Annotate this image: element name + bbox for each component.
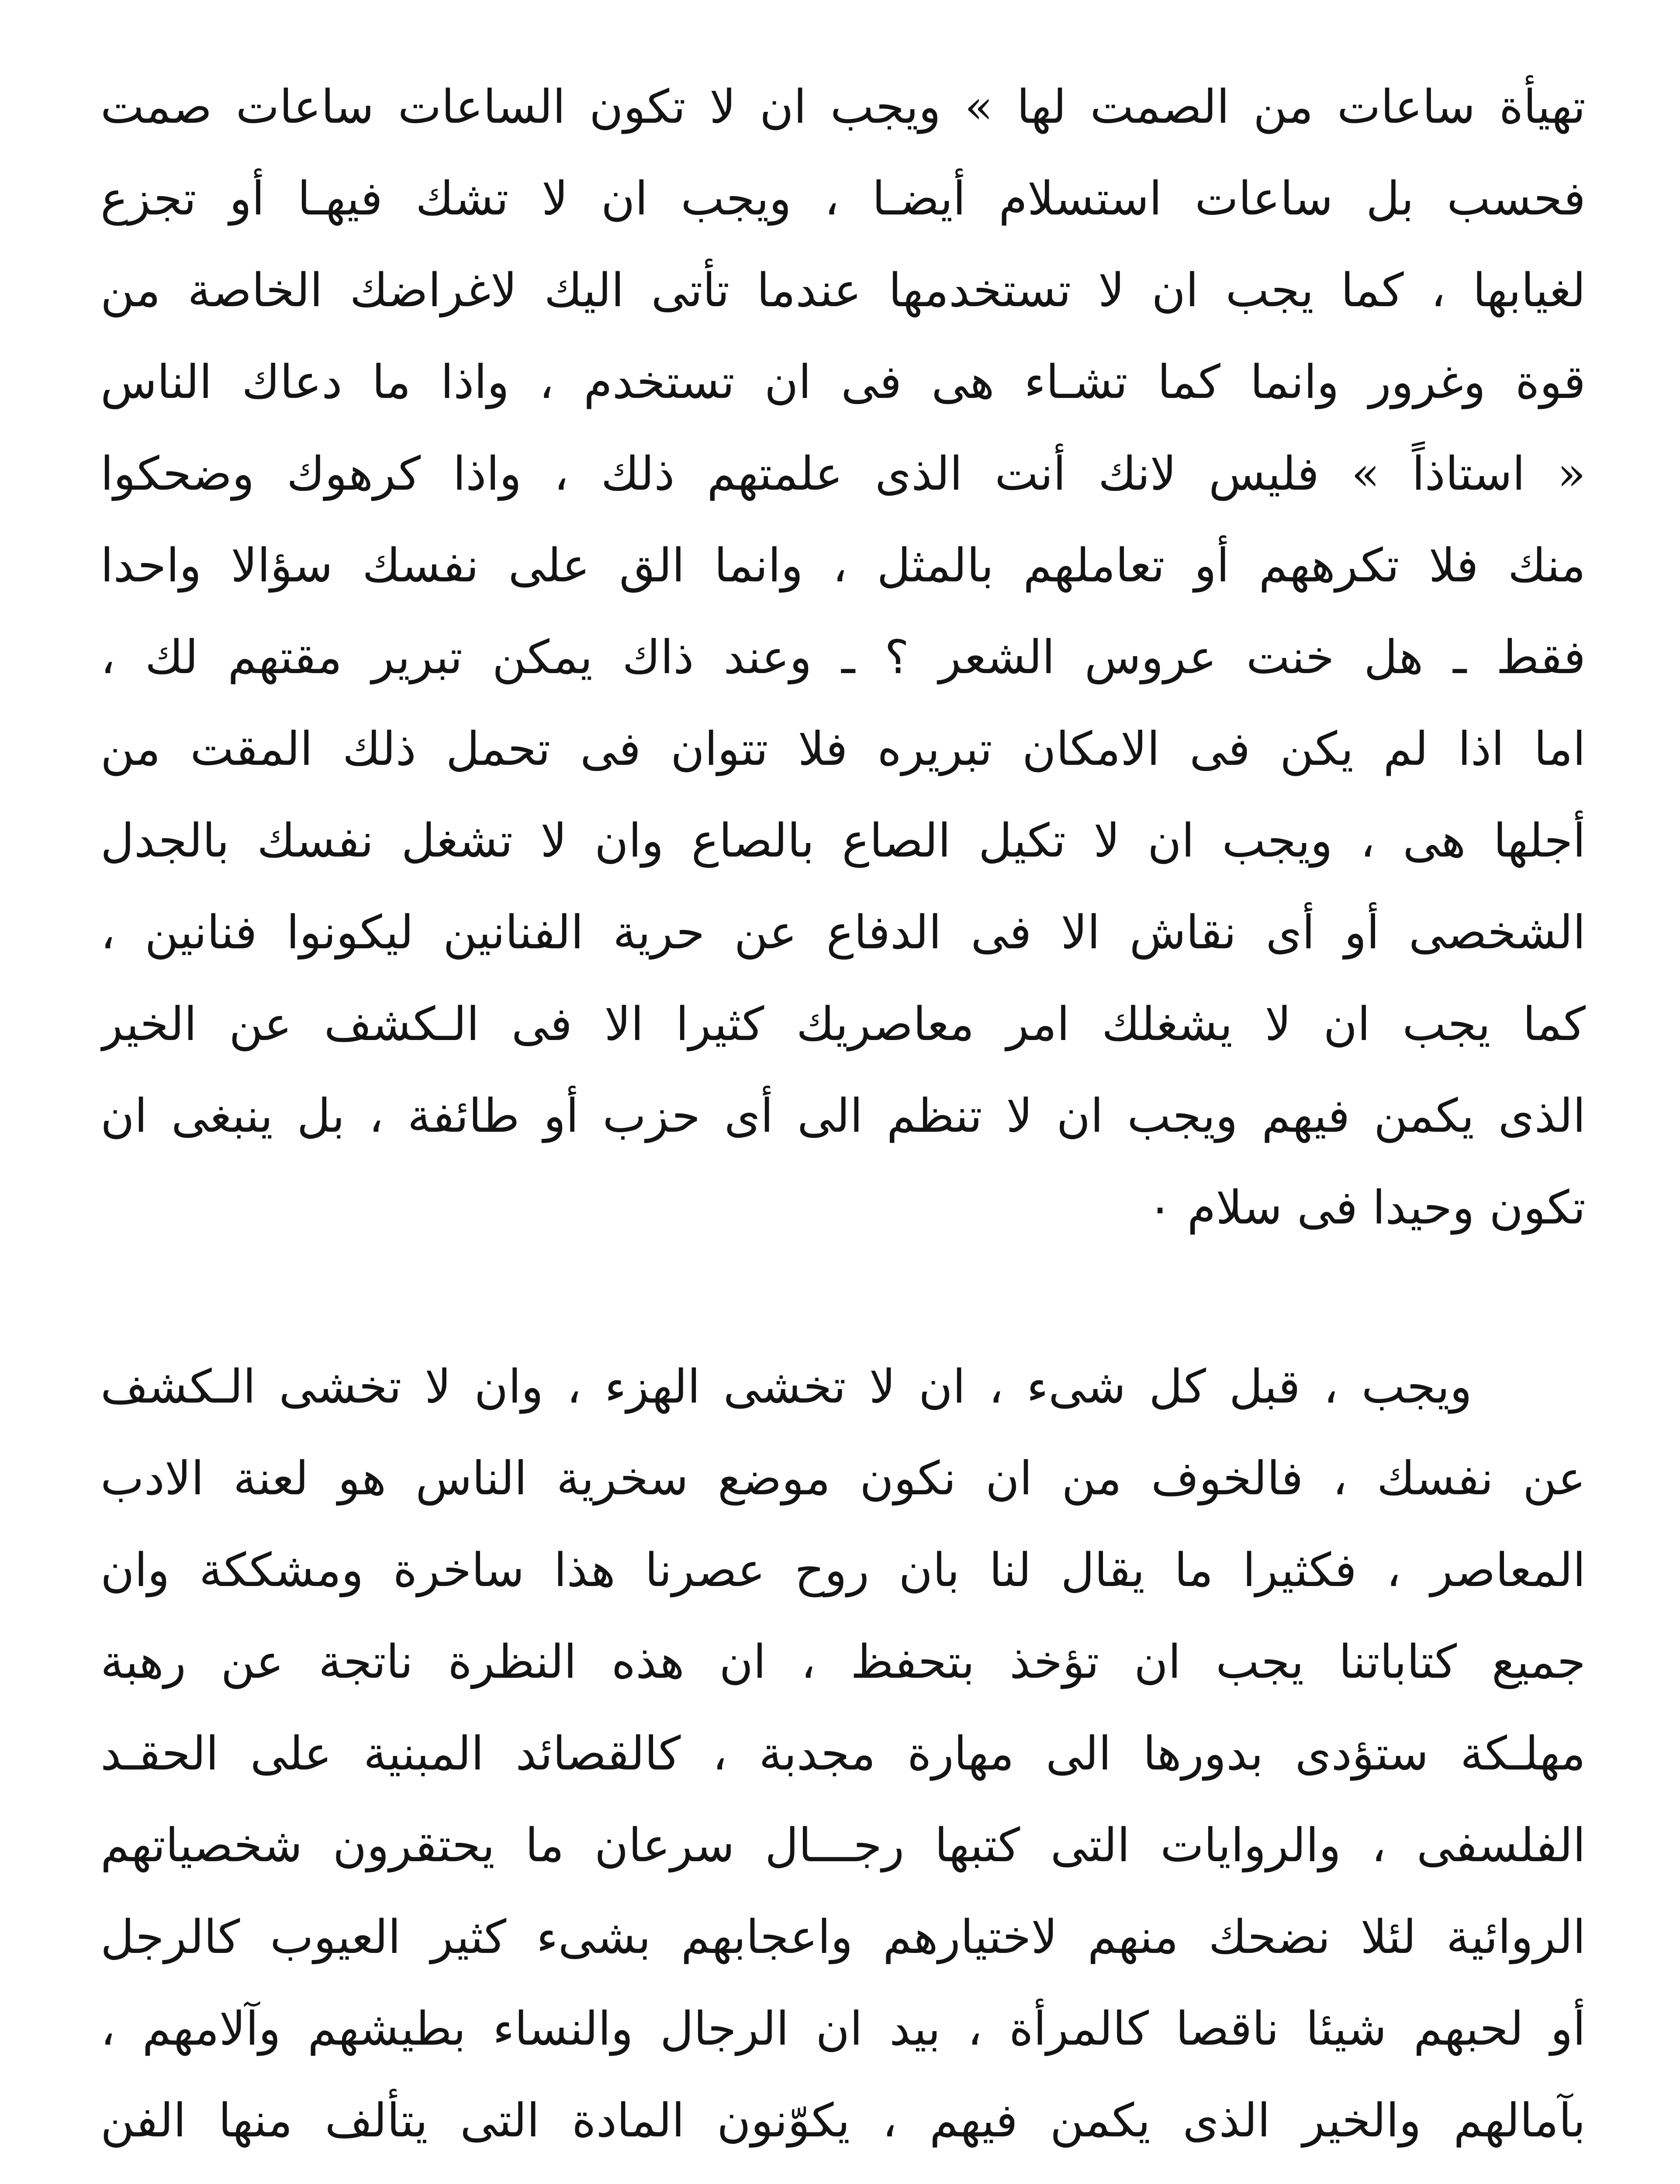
text-line: تهيأة ساعات من الصمت لها » ويجب ان لا تكون الساعات ساعات صمت xyxy=(100,80,1586,134)
text-line: كما يجب ان لا يشغلك امر معاصريك كثيرا الا فى الـكشف عن الخير xyxy=(100,997,1586,1051)
text-line: لغيابها ، كما يجب ان لا تستخدمها عندما تأتى اليك لاغراضك الخاصة من xyxy=(100,263,1586,317)
text-line: الفلسفى ، والروايات التى كتبها رجـــال سرعان ما يحتقرون شخصياتهم xyxy=(100,1818,1586,1872)
text-line: منك فلا تكرههم أو تعاملهم بالمثل ، وانما الق على نفسك سؤالا واحدا xyxy=(100,539,1586,592)
text-line: تكون وحيدا فى سلام ٠ xyxy=(1148,1181,1586,1234)
text-line: عن نفسك ، فالخوف من ان نكون موضع سخرية الناس هو لعنة الادب xyxy=(100,1451,1586,1505)
text-line: « استاذاً » فليس لانك أنت الذى علمتهم ذلك ، واذا كرهوك وضحكوا xyxy=(100,447,1586,501)
paragraph-2 xyxy=(100,1341,1586,2184)
text-line: قوة وغرور وانما كما تشـاء هى فى ان تستخدم ، واذا ما دعاك الناس xyxy=(100,355,1586,409)
text-line: أجلها هى ، ويجب ان لا تكيل الصاع بالصاع وان لا تشغل نفسك بالجدل xyxy=(100,814,1586,867)
text-line: فقط ـ هل خنت عروس الشعر ؟ ـ وعند ذاك يمكن تبرير مقتهم لك ، xyxy=(100,630,1586,684)
text-line: مهلـكة ستؤدى بدورها الى مهارة مجدبة ، كالقصائد المبنية على الحقـد xyxy=(100,1727,1586,1780)
text-line: الذى يكمن فيهم ويجب ان لا تنظم الى أى حزب أو طائفة ، بل ينبغى ان xyxy=(100,1089,1586,1143)
text-line: فحسب بل ساعات استسلام أيضـا ، ويجب ان لا تشك فيهـا أو تجزع xyxy=(100,172,1586,225)
text-line: اما اذا لم يكن فى الامكان تبريره فلا تتوان فى تحمل ذلك المقت من xyxy=(100,722,1586,776)
text-line: جميع كتاباتنا يجب ان تؤخذ بتحفظ ، ان هذه النظرة ناتجة عن رهبة xyxy=(100,1635,1586,1689)
text-line: الروائية لئلا نضحك منهم لاختيارهم واعجابهم بشىء كثير العيوب كالرجل xyxy=(100,1910,1586,1964)
text-line: أو لحبهم شيئا ناقصا كالمرأة ، بيد ان الرجال والنساء بطيشهم وآلامهم ، xyxy=(100,2002,1586,2056)
text-line xyxy=(100,2167,1586,2184)
text-line: بآمالهم والخير الذى يكمن فيهم ، يكوّنون المادة التى يتألف منها الفن xyxy=(100,2094,1586,2147)
paragraph-1 xyxy=(100,61,1586,1254)
text-line: الشخصى أو أى نقاش الا فى الدفاع عن حرية الفنانين ليكونوا فنانين ، xyxy=(100,905,1586,959)
text-line: المعاصر ، فكثيرا ما يقال لنا بان روح عصرنا هذا ساخرة ومشككة وان xyxy=(100,1543,1586,1597)
text-line: ويجب ، قبل كل شىء ، ان لا تخشى الهزء ، وان لا تخشى الـكشف xyxy=(100,1360,1472,1413)
